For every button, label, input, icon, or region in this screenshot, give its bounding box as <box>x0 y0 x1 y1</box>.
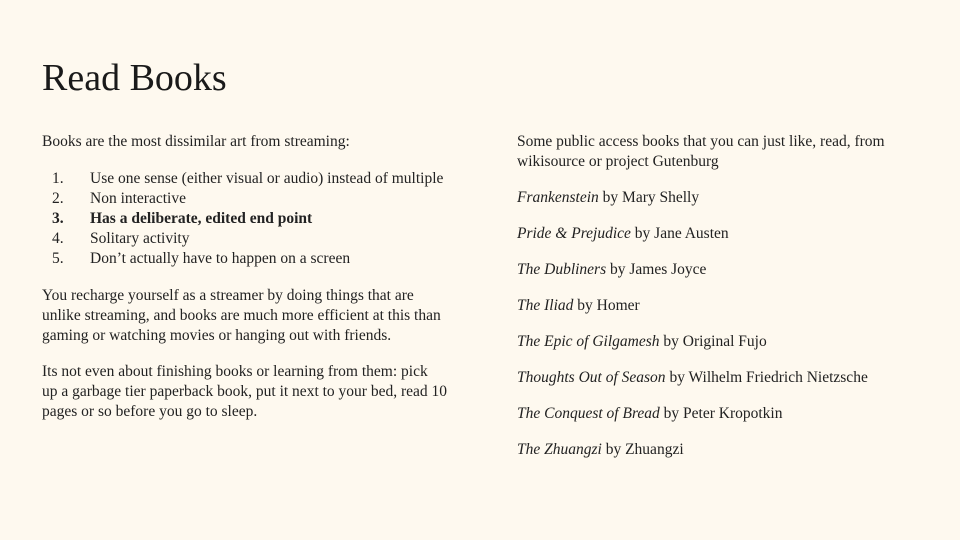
book-title: The Conquest of Bread <box>517 405 660 422</box>
list-text: Solitary activity <box>90 230 190 247</box>
list-item <box>42 249 447 269</box>
book-entry <box>517 296 927 316</box>
left-intro: Books are the most dissimilar art from streaming: <box>42 133 350 150</box>
book-entry <box>517 440 927 460</box>
list-item <box>42 189 447 209</box>
book-title: The Epic of Gilgamesh <box>517 333 660 350</box>
list-item <box>42 229 447 249</box>
book-author: by James Joyce <box>606 261 707 278</box>
right-intro: Some public access books that you can just like, read, from wikisource or project Gutenburg <box>517 133 885 170</box>
slide-title: Read Books <box>42 57 227 99</box>
book-entry <box>517 332 927 352</box>
list-text: Has a deliberate, edited end point <box>90 210 313 227</box>
book-title: Pride & Prejudice <box>517 225 631 242</box>
book-title: Frankenstein <box>517 189 599 206</box>
list-item <box>42 169 447 189</box>
list-number: 1. <box>52 170 64 187</box>
book-entry <box>517 260 927 280</box>
recharge-paragraph: You recharge yourself as a streamer by doing things that are unlike streaming, and books are much more efficient at this than gaming or watching movies or hanging out with friends. <box>42 287 441 344</box>
right-column <box>517 132 927 460</box>
book-author: by Original Fujo <box>659 333 767 350</box>
comparison-list <box>42 169 447 269</box>
book-author: by Mary Shelly <box>598 189 700 206</box>
book-author: by Peter Kropotkin <box>659 405 783 422</box>
list-item-highlighted <box>42 209 447 229</box>
list-text: Non interactive <box>90 190 186 207</box>
book-entry <box>517 188 927 208</box>
book-entry <box>517 224 927 244</box>
list-text: Don’t actually have to happen on a screen <box>90 250 351 267</box>
list-number: 3. <box>52 210 64 227</box>
book-title: The Dubliners <box>517 261 607 278</box>
list-number: 2. <box>52 190 64 207</box>
book-title: The Zhuangzi <box>517 441 602 458</box>
list-text: Use one sense (either visual or audio) instead of multiple <box>90 170 444 187</box>
book-author: by Wilhelm Friedrich Nietzsche <box>665 369 868 386</box>
book-entry <box>517 404 927 424</box>
book-title: Thoughts Out of Season <box>517 369 666 386</box>
list-number: 5. <box>52 250 64 267</box>
list-number: 4. <box>52 230 64 247</box>
book-entry <box>517 368 927 388</box>
book-author: by Homer <box>573 297 640 314</box>
book-author: by Zhuangzi <box>601 441 684 458</box>
book-author: by Jane Austen <box>630 225 729 242</box>
book-title: The Iliad <box>517 297 574 314</box>
left-column <box>42 132 447 438</box>
finishing-paragraph: Its not even about finishing books or learning from them: pick up a garbage tier paperback book, put it next to your bed, read 10 pages or so before you go to sleep. <box>42 363 448 420</box>
